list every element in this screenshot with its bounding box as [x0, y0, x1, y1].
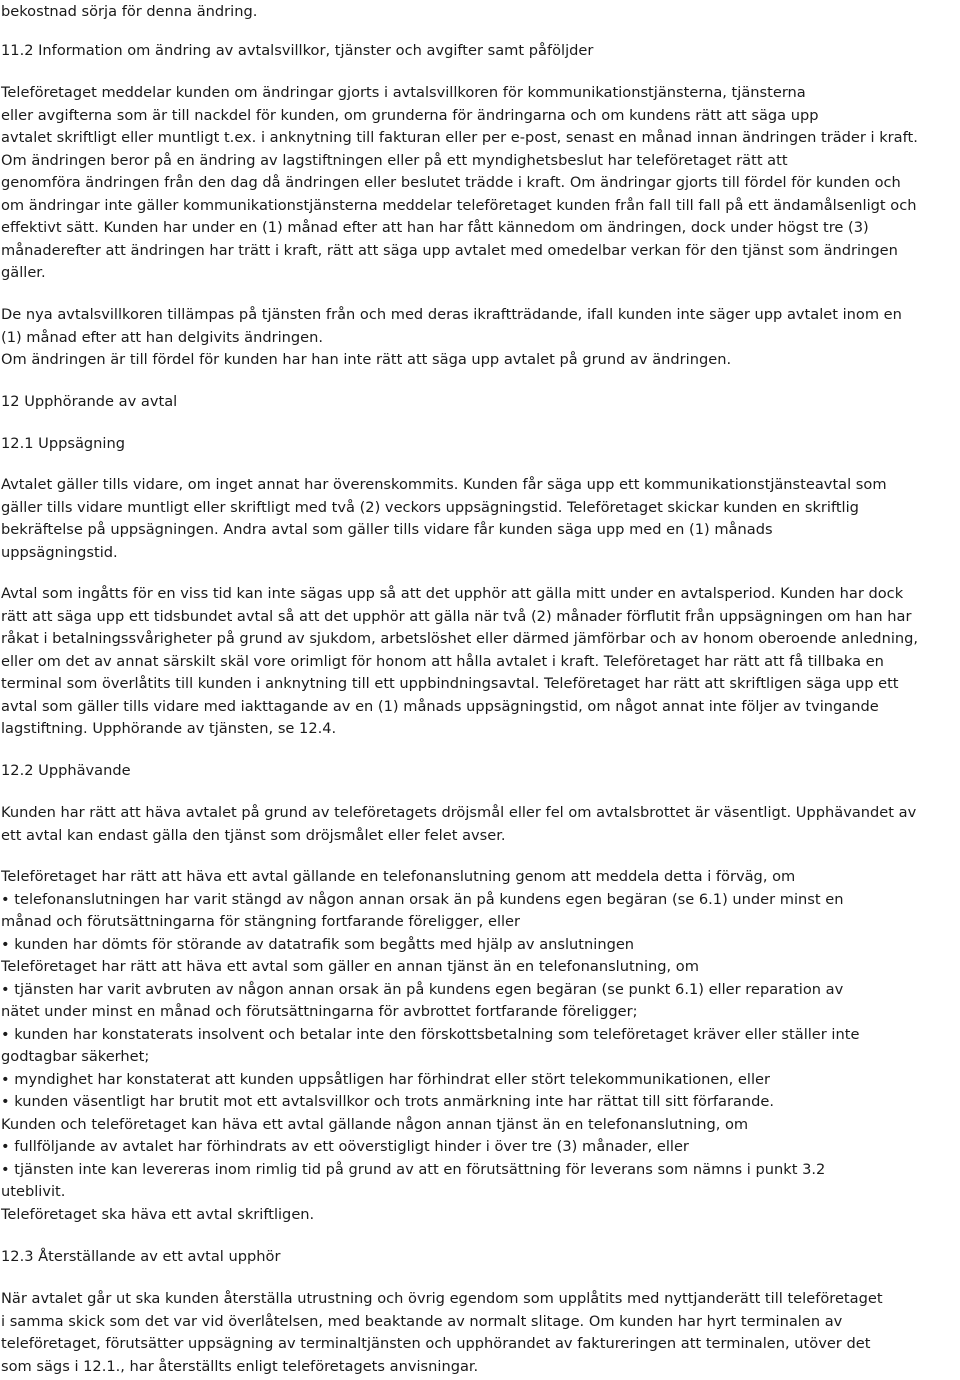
section-12-heading: 12 Upphörande av avtal — [1, 393, 178, 410]
section-11-2-paragraph-2: De nya avtalsvillkoren tillämpas på tjänsten från och med deras ikraftträdande, ifall kunden inte säger upp avtalet inom en (1) månad efter att han delgivits ändringen. Om ändringen är till fördel för kunden har han inte rätt att säga upp avtalet på grund av ändringen. — [1, 306, 902, 368]
bullet-item: • myndighet har konstaterat att kunden uppsåtligen har förhindrat eller stört telekommunikationen, eller — [1, 1070, 770, 1088]
section-12-1-heading: 12.1 Uppsägning — [1, 435, 125, 452]
bullet-item: • tjänsten har varit avbruten av någon annan orsak än på kundens egen begäran (se punkt 6.1) eller reparation av — [1, 980, 844, 998]
section-12-3-heading: 12.3 Återställande av ett avtal upphör — [1, 1248, 281, 1265]
section-12-2-heading: 12.2 Upphävande — [1, 762, 131, 779]
bullet-item: • fullföljande av avtalet har förhindrats av ett oöverstigligt hinder i över tre (3) månader, eller — [1, 1138, 689, 1155]
section-12-2-paragraph-2: Teleföretaget har rätt att häva ett avtal gällande en telefonanslutning genom att meddela detta i förväg, om • telefonanslutningen har varit stängd av någon annan orsak än på kundens egen begäran (se 6.1) under minst en månad och förutsättningarna för stängning fortfarande föreligger, eller • kunden har dömts för störande av datatrafik som begåtts med hjälp av anslutningen Teleföretaget har rätt att häva ett avtal som gäller en annan tjänst än en telefonanslutning, om • tjänsten har varit avbruten av någon annan orsak än på kundens egen begäran (se punkt 6.1) eller reparation av nätet under minst en månad och förutsättningarna för avbrottet fortfarande föreligger; • kunden har konstaterats insolvent och betalar inte den förskottsbetalning som teleföretaget kräver eller ställer inte godtagbar säkerhet; • myndighet har konstaterat att kunden uppsåtligen har förhindrat eller stört telekommunikationen, eller • kunden väsentligt har brutit mot ett avtalsvillkor och trots anmärkning inte har rättat till sitt förfarande. Kunden och teleföretaget kan häva ett avtal gällande någon annan tjänst än en telefonanslutning, om • fullföljande av avtalet har förhindrats av ett oöverstigligt hinder i över tre (3) månader, eller • tjänsten inte kan levereras inom rimlig tid på grund av att en förutsättning för leverans som nämns i punkt 3.2 uteblivit. Teleföretaget ska häva ett avtal skriftligen. — [1, 866, 960, 1226]
bullet-item: • kunden har konstaterats insolvent och betalar inte den förskottsbetalning som teleföretaget kräver eller ställer inte — [1, 1025, 860, 1043]
section-12-1-paragraph-2: Avtal som ingåtts för en viss tid kan inte sägas upp så att det upphör att gälla mitt under en avtalsperiod. Kunden har dock rätt att säga upp ett tidsbundet avtal så att det upphör att gälla när två (2) månader förflutit från uppsägningen om han har råkat i betalningssvårigheter på grund av sjukdom, arbetslöshet eller därmed jämförbar och av honom oberoende anledning, eller om det av annat särskilt skäl vore orimligt för honom att hålla avtalet i kraft. Teleföretaget har rätt att få tillbaka en terminal som överlåtits till kunden i anknytning till ett uppbindningsavtal. Teleföretaget har rätt att skriftligen säga upp ett avtal som gäller tills vidare med iakttagande av en (1) månads uppsägningstid, om något annat inte följer av tvingande lagstiftning. Upphörande av tjänsten, se 12.4. — [1, 585, 919, 737]
bullet-item: • kunden har dömts för störande av datatrafik som begåtts med hjälp av anslutningen — [1, 935, 635, 953]
section-12-3-paragraph-1: När avtalet går ut ska kunden återställa utrustning och övrig egendom som upplåtits med nyttjanderätt till teleföretaget i samma skick som det var vid överlåtelsen, med beaktande av normalt slitage. Om kunden har hyrt terminalen av teleföretaget, förutsätter uppsägning av terminaltjänsten och upphörandet av faktureringen att terminalen, utöver det som sägs i 12.1., har återställts enligt teleföretagets anvisningar. — [1, 1290, 883, 1375]
bullet-item: • kunden väsentligt har brutit mot ett avtalsvillkor och trots anmärkning inte har rättat till sitt förfarande. — [1, 1093, 775, 1110]
top-fragment: bekostnad sörja för denna ändring. — [1, 3, 258, 20]
section-12-2-paragraph-1: Kunden har rätt att häva avtalet på grund av teleföretagets dröjsmål eller fel om avtalsbrottet är väsentligt. Upphävandet av ett avtal kan endast gälla den tjänst som dröjsmålet eller felet avser. — [1, 804, 917, 844]
bullet-item: • telefonanslutningen har varit stängd av någon annan orsak än på kundens egen begäran (se 6.1) under minst en — [1, 890, 844, 908]
section-11-2-paragraph-1: Teleföretaget meddelar kunden om ändringar gjorts i avtalsvillkoren för kommunikationstjänsterna, tjänsterna eller avgifterna som är till nackdel för kunden, om grunderna för ändringarna och om kundens rätt att säga upp avtalet skriftligt eller muntligt t.ex. i anknytning till fakturan eller per e-post, senast en månad innan ändringen träder i kraft. Om ändringen beror på en ändring av lagstiftningen eller på ett myndighetsbeslut har teleföretaget rätt att genomföra ändringen från den dag då ändringen eller beslutet trädde i kraft. Om ändringar gjorts till fördel för kunden och om ändringar inte gäller kommunikationstjänsterna meddelar teleföretaget kunden från fall till fall på ett ändamålsenligt och effektivt sätt. Kunden har under en (1) månad efter att han har fått kännedom om ändringen, dock under högst tre (3) månaderefter att ändringen har trätt i kraft, rätt att säga upp avtalet med omedelbar verkan för den tjänst som ändringen gäller. — [1, 84, 918, 281]
bullet-item: • tjänsten inte kan levereras inom rimlig tid på grund av att en förutsättning för leverans som nämns i punkt 3.2 — [1, 1160, 826, 1178]
section-11-2-heading: 11.2 Information om ändring av avtalsvillkor, tjänster och avgifter samt påföljder — [1, 42, 594, 59]
section-12-1-paragraph-1: Avtalet gäller tills vidare, om inget annat har överenskommits. Kunden får säga upp ett kommunikationstjänsteavtal som gäller tills vidare muntligt eller skriftligt med två (2) veckors uppsägningstid. Teleföretaget skickar kunden en skriftlig bekräftelse på uppsägningen. Andra avtal som gäller tills vidare får kunden säga upp med en (1) månads uppsägningstid. — [1, 476, 887, 561]
